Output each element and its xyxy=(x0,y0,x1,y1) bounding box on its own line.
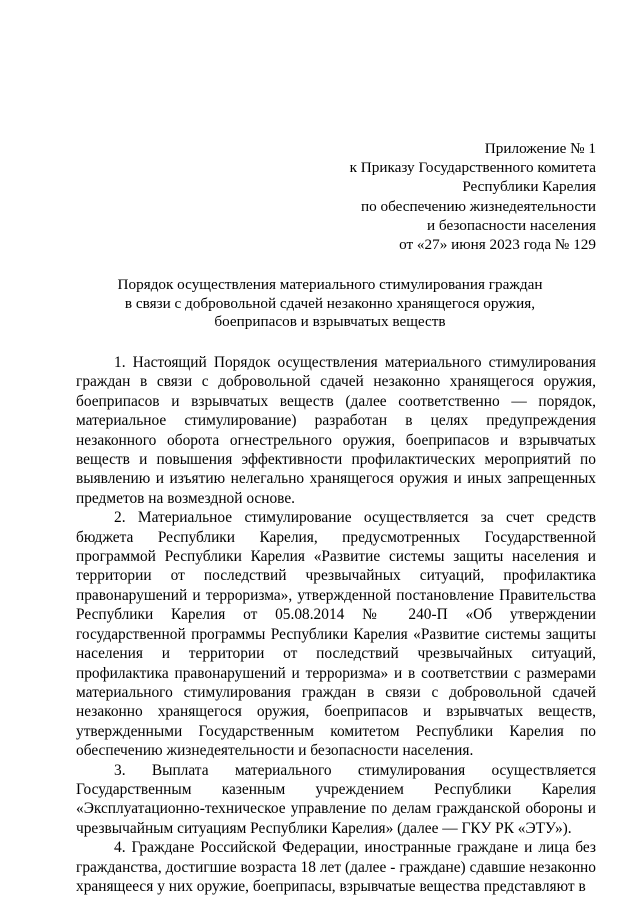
appendix-committee-safety: и безопасности населения xyxy=(427,216,596,234)
appendix-header xyxy=(276,139,596,254)
title-line-1: Порядок осуществления материального стимулирования граждан xyxy=(117,276,543,293)
appendix-committee-purpose: по обеспечению жизнедеятельности xyxy=(361,197,596,215)
appendix-republic: Республики Карелия xyxy=(462,178,596,196)
paragraph-4: 4. Граждане Российской Федерации, иностранные граждане и лица без гражданства, достигшие возраста 18 лет (далее - граждане) сдавшие незаконно хранящееся у них оружие, боеприпасы, взрывчатые вещества представляют в xyxy=(76,839,596,895)
appendix-number: Приложение № 1 xyxy=(484,140,596,157)
title-line-3: боеприпасов и взрывчатых веществ xyxy=(214,313,446,331)
title-line-2: в связи с добровольной сдачей незаконно хранящегося оружия, xyxy=(124,294,536,312)
appendix-order-ref: к Приказу Государственного комитета xyxy=(349,159,596,177)
document-title xyxy=(90,276,570,332)
appendix-order-date: от «27» июня 2023 года № 129 xyxy=(399,236,596,254)
paragraph-2: 2. Материальное стимулирование осуществляется за счет средств бюджета Республики Карелия, предусмотренных Государственной программой Республики Карелия «Развитие системы защиты населения и территории от последствий чрезвычайных ситуаций, профилактика правонарушений и терроризма», утвержденной постановление Правительства Республики Карелия от 05.08.2014 № 240-П «Об утверждении государственной программы Республики Карелия «Развитие системы защиты населения и территории от последствий чрезвычайных ситуаций, профилактика правонарушений и терроризма» и в соответствии с размерами материального стимулирования граждан в связи с добровольной сдачей незаконно хранящегося оружия, боеприпасов и взрывчатых веществ, утвержденными Государственным комитетом Республики Карелия по обеспечению жизнедеятельности и безопасности населения. xyxy=(76,509,596,760)
document-body xyxy=(76,353,596,896)
paragraph-1: 1. Настоящий Порядок осуществления материального стимулирования граждан в связи с добровольной сдачей незаконно хранящегося оружия, боеприпасов и взрывчатых веществ (далее соответственно — порядок, материальное стимулирование) разработан в целях предупреждения незаконного оборота огнестрельного оружия, боеприпасов и взрывчатых веществ и повышения эффективности профилактических мероприятий по выявлению и изъятию нелегально хранящегося оружия и иных запрещенных предметов на возмездной основе. xyxy=(76,354,596,507)
paragraph-3: 3. Выплата материального стимулирования осуществляется Государственным казенным учреждением Республики Карелия «Эксплуатационно-техническое управление по делам гражданской обороны и чрезвычайным ситуациям Республики Карелия» (далее — ГКУ РК «ЭТУ»). xyxy=(76,761,596,837)
